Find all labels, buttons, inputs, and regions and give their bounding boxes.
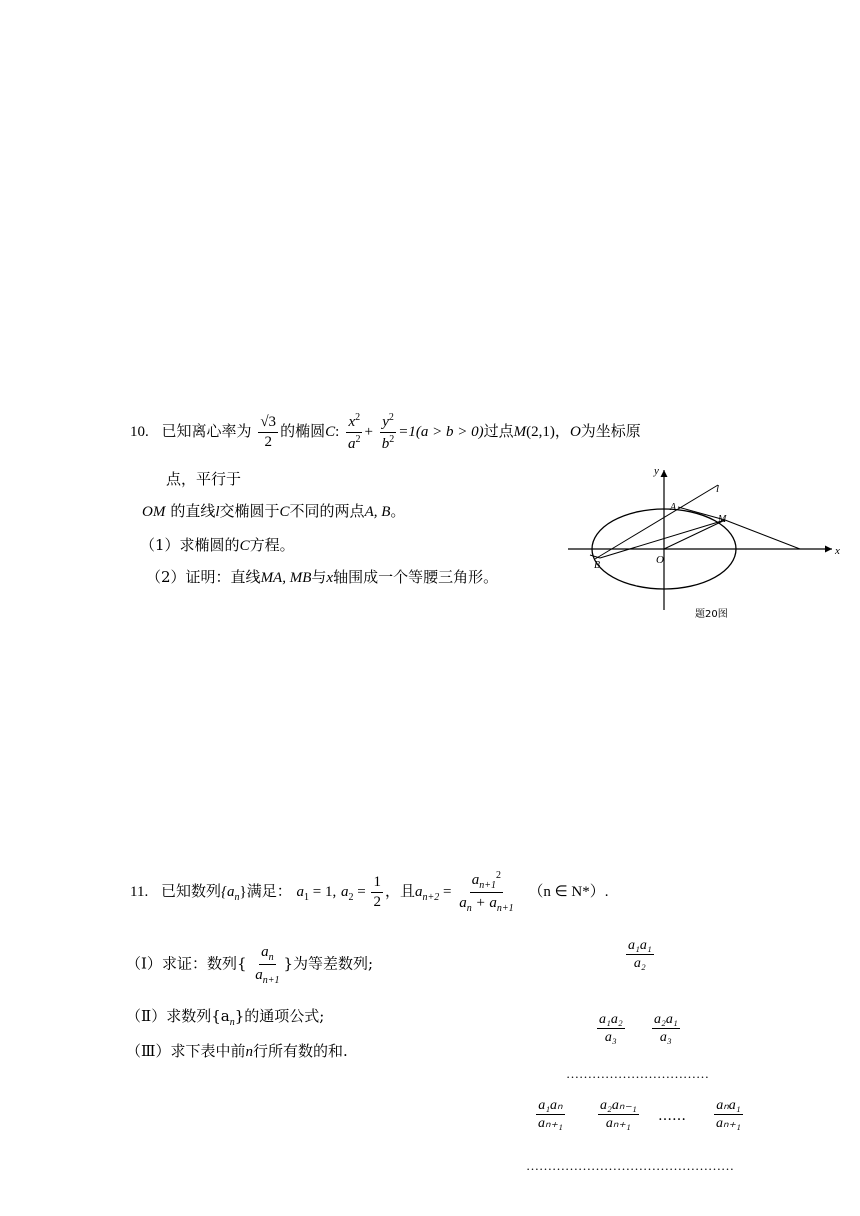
table-r3-c3: aₙa₁ aₙ₊₁ [716,1098,741,1132]
y-label: y [654,465,659,477]
one-half: $\frac{1}{2}$ [373,874,381,910]
q11-line1: 11. 已知数列$\{a_n\}$满足： $a_1 = 1$, $a_2$ = $\frac{1}{2}$ ，且$a_{n+2}$ = $\frac{a_{n+1}^2}{a_n + a_{n+1}}$ （n ∈ N*）. [130,870,609,914]
eccentricity-fraction: $\frac{√3}{2}$ [260,414,277,450]
B-label: B [594,560,601,571]
table-r1-c1: $\frac{\text{a₁a₁}}{\text{a₂}}$ [628,938,652,972]
y-over-b-fraction: $\frac{y^2}{b^2}$ [381,412,395,452]
O-label: O [656,554,664,566]
q10-part1: （1）求椭圆的C方程。 [140,536,295,554]
figure-caption: 题20图 [695,609,728,620]
q10-line3: OM 的直线l交椭圆于C不同的两点A, B。 [142,502,406,520]
q11-part1: （Ⅰ）求证：数列{ $\frac{a_n}{a_{n+1}}$ }为等差数列; [126,944,374,986]
recurrence-fraction: $\frac{a_{n+1}^2}{a_n + a_{n+1}}$ [459,870,514,914]
q10-number: 10. [130,424,149,440]
table-dots-2: ………………………………………… [526,1158,734,1173]
line-OM [664,520,725,549]
q10-line1: 10. 已知离心率为 $\frac{√3}{2}$ 的椭圆C: $\frac{x^2}{a^2}$ + $\frac{y^2}{b^2}$ =1(a > b > 0)过点M(2,1)，O为坐标原 [130,412,641,452]
table-ellipsis: …… [658,1108,686,1124]
M-label: M [718,514,727,525]
q11-part2: （Ⅱ）求数列$\{a_n\}$的通项公式; [126,1007,325,1028]
ellipse-figure [560,460,850,630]
q10-line2: 点，平行于 [166,470,242,488]
ellipse-equation-rest: =1(a > b > 0) [398,424,484,440]
table-r3-c1: $\frac{\text{a₁aₙ}}{\text{aₙ₊₁}}$ [538,1098,563,1132]
an-over-an1: $\frac{a_n}{a_{n+1}}$ [255,944,280,986]
q10-intro: 已知离心率为 [161,422,252,440]
table-dots-1: …………………………… [566,1066,709,1081]
x-label: x [835,545,840,557]
table-r3-c2: $\frac{\text{a₂aₙ₋₁}}{\text{aₙ₊₁}}$ [600,1098,637,1132]
q11-part3: （Ⅲ）求下表中前n行所有数的和. [126,1042,348,1060]
l-label: l [716,483,720,495]
q10-part2: （2）证明：直线MA, MB与x轴围成一个等腰三角形。 [146,568,499,586]
A-label: A [670,502,677,513]
table-r2-c1: $\frac{\text{a₁a₂}}{\text{a₃}}$ [599,1012,623,1046]
line-MB [600,520,725,558]
line-l [595,485,718,559]
table-r2-c2: $\frac{\text{a₂a₁}}{\text{a₃}}$ [654,1012,678,1046]
x-over-a-fraction: $\frac{x^2}{a^2}$ [348,412,361,452]
